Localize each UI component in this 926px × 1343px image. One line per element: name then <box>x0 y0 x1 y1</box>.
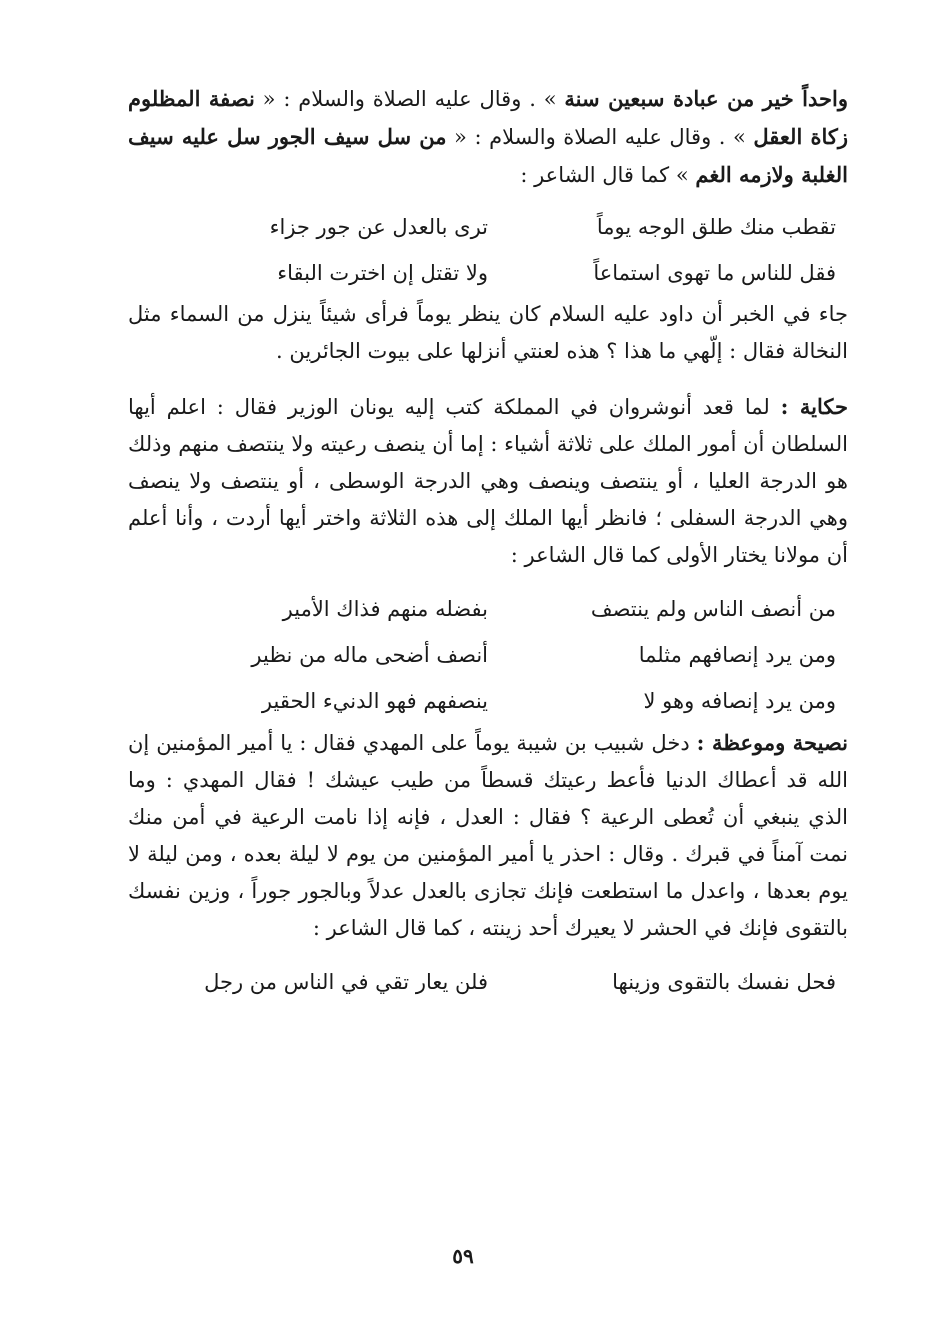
verse-second-half: ترى بالعدل عن جور جزاء <box>269 215 488 239</box>
verse-line <box>128 586 848 632</box>
verse-first-half: ومن يرد إنصافهم مثلما <box>638 643 836 667</box>
body-text: » . وقال عليه الصلاة والسلام : « <box>254 87 565 111</box>
body-text: » . وقال عليه الصلاة والسلام : « <box>446 125 754 149</box>
body-text: دخل شبيب بن شيبة يوماً على المهدي فقال : يا أمير المؤمنين إن الله قد أعطاك الدنيا فأعط رعيتك قسطاً من طيب عيشك ! فقال المهدي : وما الذي ينبغي أن تُعطى الرعية ؟ فقال : العدل ، فإنه إذا نامت الرعية في أمن منك نمت آمناً في قبرك . وقال : احذر يا أمير المؤمنين من يوم لا ليلة بعده ، ومن ليلة لا يوم بعدها ، واعدل ما استطعت فإنك تجازى بالعدل عدلاً وبالجور جوراً ، وزين نفسك بالتقوى فإنك في الحشر لا يعيرك أحد زينته ، كما قال الشاعر : <box>128 731 848 940</box>
bold-quote: واحداً خير من عبادة سبعين سنة <box>564 86 848 111</box>
verse-first-half: ومن يرد إنصافه وهو لا <box>643 689 836 713</box>
verse-second-half: ولا تقتل إن اخترت البقاء <box>277 261 488 285</box>
verse-first-half: من أنصف الناس ولم ينتصف <box>590 597 836 621</box>
page-number: ٥٩ <box>452 1244 474 1268</box>
body-text: لما قعد أنوشروان في المملكة كتب إليه يونان الوزير فقال : اعلم أيها السلطان أن أمور الملك على ثلاثة أشياء : إما أن ينصف رعيته ولا ينتصف منهم وذلك هو الدرجة العليا ، أو ينتصف وينصف وهي الدرجة الوسطى ، أو ينتصف ولا ينصف وهي الدرجة السفلى ؛ فانظر أيها الملك إلى هذه الثلاثة واختر أيها أردت ، وأنا أعلم أن مولانا يختار الأولى كما قال الشاعر : <box>128 395 848 567</box>
body-text: » كما قال الشاعر : <box>520 163 696 187</box>
paragraph-dawud: جاء في الخبر أن داود عليه السلام كان ينظر يوماً فرأى شيئاً ينزل من السماء مثل النخالة فقال : إلّهي ما هذا ؟ هذه لعنتي أنزلها على بيوت الجائرين . <box>128 302 848 363</box>
verse-line <box>128 959 848 1005</box>
verse-line <box>128 250 848 296</box>
paragraph-advice <box>128 724 848 947</box>
paragraph-hadith <box>128 80 848 194</box>
verse-second-half: أنصف أضحى ماله من نظير <box>251 643 488 667</box>
verse-first-half: فقل للناس ما تهوى استماعاً <box>593 261 836 285</box>
page-body <box>128 80 848 1005</box>
verse-first-half: تقطب منك طلق الوجه يوماً <box>596 215 836 239</box>
paragraph-story <box>128 388 848 574</box>
verse-line <box>128 678 848 724</box>
verse-second-half: فلن يعار تقي في الناس من رجل <box>204 970 488 994</box>
section-label: نصيحة وموعظة : <box>696 730 848 755</box>
verse-second-half: بفضله منهم فذاك الأمير <box>282 597 488 621</box>
bold-quote: من سل سيف الجور سل عليه سيف الغلبة ولازمه الغم <box>128 124 848 187</box>
verse-first-half: فحل نفسك بالتقوى وزينها <box>612 970 836 994</box>
verse-line <box>128 632 848 678</box>
bold-quote: نصفة المظلوم زكاة العقل <box>128 86 848 149</box>
section-label: حكاية : <box>780 394 848 419</box>
verse-line <box>128 204 848 250</box>
verse-second-half: ينصفهم فهو الدنيء الحقير <box>261 689 488 713</box>
